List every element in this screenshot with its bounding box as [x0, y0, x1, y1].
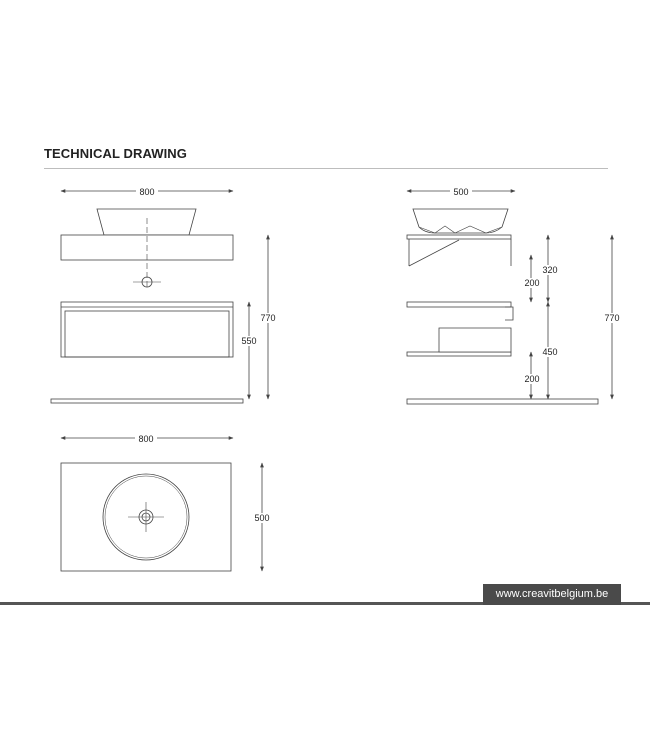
front-width-label: 800 — [139, 187, 155, 197]
basin-side — [413, 209, 508, 233]
basin-front — [97, 209, 196, 235]
lower-shelf — [407, 352, 511, 356]
website-badge[interactable]: www.creavitbelgium.be — [483, 584, 621, 605]
cabinet-front — [61, 302, 233, 357]
page-title: TECHNICAL DRAWING — [44, 146, 188, 161]
top-view — [61, 438, 262, 571]
upper-gap-label: 320 — [542, 265, 558, 275]
side-depth-label: 500 — [453, 187, 469, 197]
wall-bracket — [407, 235, 511, 239]
side-total-height-label: 770 — [604, 313, 620, 323]
upper-shelf — [407, 302, 511, 307]
front-view — [51, 191, 268, 403]
top-depth-label: 500 — [254, 513, 270, 523]
cabinet-height-label: 550 — [241, 336, 257, 346]
floor-plate-side — [407, 399, 598, 404]
front-total-height-label: 770 — [260, 313, 276, 323]
floor-gap-label: 200 — [524, 374, 540, 384]
floor-plate-front — [51, 399, 243, 403]
upper-offset-label: 200 — [524, 278, 540, 288]
top-width-label: 800 — [138, 434, 154, 444]
side-view — [407, 191, 612, 404]
shelf-gap-label: 450 — [542, 347, 558, 357]
